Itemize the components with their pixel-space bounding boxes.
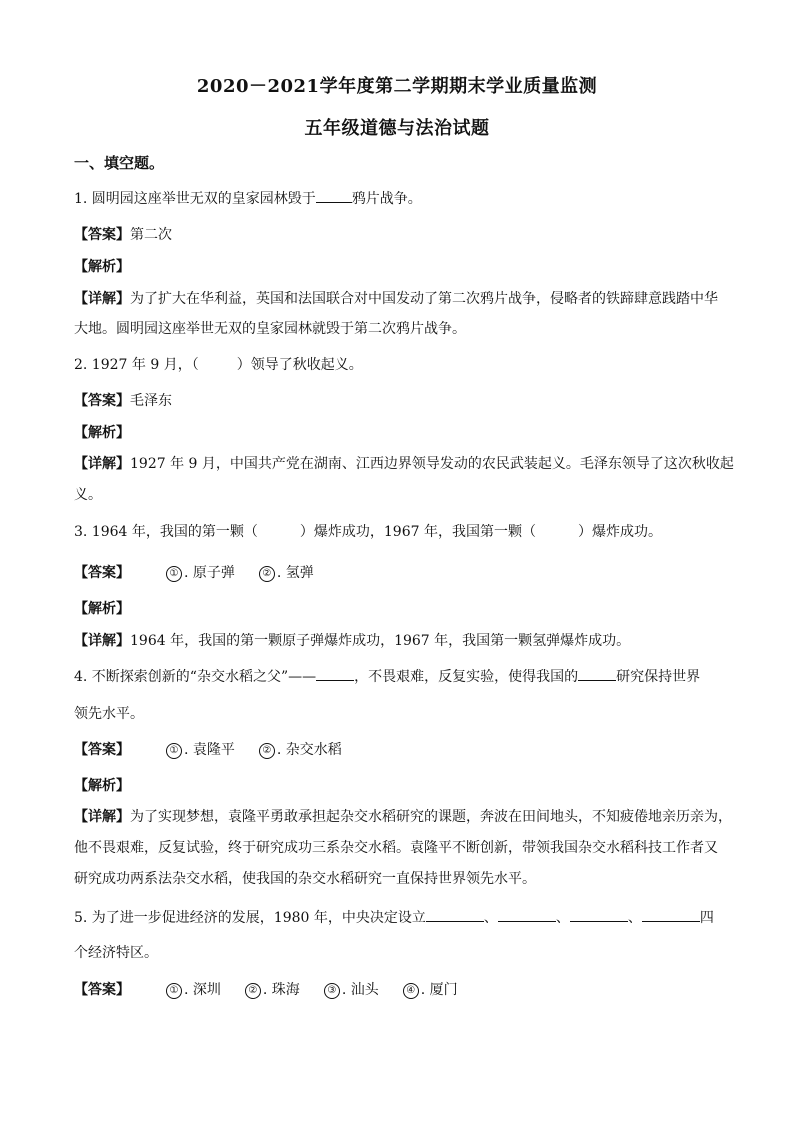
answer-text: . 氢弹: [276, 565, 314, 581]
analysis-label: 【解析】: [74, 778, 130, 794]
answer-text: 第二次: [130, 227, 172, 243]
question-1-detail-1: [74, 288, 718, 308]
question-2-answer: [74, 390, 172, 410]
question-2-detail-2: 义。: [74, 487, 102, 503]
question-1-blank: [316, 188, 352, 203]
question-5-answer: [74, 979, 458, 999]
detail-label: 【详解】: [74, 633, 130, 649]
question-4-text-2: ，不畏艰难，反复实验，使得我国的: [354, 669, 579, 685]
question-4-line-2: 领先水平。: [74, 706, 144, 722]
question-5-tail: 四: [699, 910, 714, 926]
answer-number: ②: [245, 983, 261, 999]
answer-number: ①: [166, 983, 182, 999]
answer-number: ①: [166, 743, 182, 759]
detail-text: 为了扩大在华利益，英国和法国联合对中国发动了第二次鸦片战争，侵略者的铁蹄肆意践踏中华: [130, 291, 718, 307]
question-2-text: 2. 1927 年 9 月，（: [74, 357, 199, 373]
question-5-text: 5. 为了进一步促进经济的发展，1980 年，中央决定设立: [74, 910, 426, 926]
question-2-detail-1: [74, 453, 734, 473]
detail-label: 【详解】: [74, 809, 130, 825]
question-5-blank-2: [498, 907, 556, 922]
answer-label: 【答案】: [74, 565, 130, 581]
question-4-detail-1: [74, 806, 732, 826]
question-5-line-2: 个经济特区。: [74, 945, 158, 961]
answer-label: 【答案】: [74, 982, 130, 998]
question-1-tail: 鸦片战争。: [351, 191, 422, 207]
question-4-detail-3: 研究成功两系法杂交水稻，使我国的杂交水稻研究一直保持世界领先水平。: [74, 871, 536, 887]
question-4-text-1: 4. 不断探索创新的“杂交水稻之父”——: [74, 669, 317, 685]
question-5-blank-4: [642, 907, 700, 922]
question-5-sep: 、: [483, 910, 498, 926]
question-3-text-2: ）爆炸成功，1967 年，我国第一颗（: [299, 524, 536, 540]
answer-number: ②: [259, 743, 275, 759]
answer-text: . 汕头: [341, 982, 379, 998]
answer-number: ②: [259, 566, 275, 582]
analysis-label: 【解析】: [74, 259, 130, 275]
analysis-label: 【解析】: [74, 425, 130, 441]
question-4-detail-2: 他不畏艰难，反复试验，终于研究成功三系杂交水稻。袁隆平不断创新，带领我国杂交水稻科技工作者又: [74, 840, 718, 856]
question-1-detail-2: 大地。圆明园这座举世无双的皇家园林就毁于第二次鸦片战争。: [74, 321, 466, 337]
question-3-text-3: ）爆炸成功。: [577, 524, 662, 540]
question-4-text-3: 研究保持世界: [616, 669, 701, 685]
answer-text: . 厦门: [420, 982, 458, 998]
detail-text: 1964 年，我国的第一颗原子弹爆炸成功，1967 年，我国第一颗氢弹爆炸成功。: [130, 633, 631, 649]
question-3-answer: [74, 562, 314, 582]
section-heading: 一、填空题。: [74, 154, 165, 172]
answer-text: . 杂交水稻: [276, 742, 342, 758]
answer-label: 【答案】: [74, 227, 130, 243]
answer-text: . 原子弹: [184, 565, 235, 581]
page-subtitle: 五年级道德与法治试题: [304, 118, 490, 139]
question-4-blank-2: [578, 666, 616, 681]
question-3: [74, 521, 662, 541]
answer-text: . 珠海: [262, 982, 300, 998]
answer-number: ④: [403, 983, 419, 999]
answer-label: 【答案】: [74, 742, 130, 758]
question-2-tail: ）领导了秋收起义。: [236, 357, 363, 373]
question-3-text-1: 3. 1964 年，我国的第一颗（: [74, 524, 258, 540]
question-5: [74, 907, 714, 927]
detail-label: 【详解】: [74, 291, 130, 307]
question-4: [74, 666, 700, 686]
analysis-label: 【解析】: [74, 601, 130, 617]
question-1: [74, 188, 422, 208]
answer-number: ③: [324, 983, 340, 999]
question-4-blank-1: [316, 666, 354, 681]
detail-label: 【详解】: [74, 456, 130, 472]
detail-text: 为了实现梦想，袁隆平勇敢承担起杂交水稻研究的课题，奔波在田间地头，不知疲倦地亲历亲为，: [130, 809, 732, 825]
detail-text: 1927 年 9 月，中国共产党在湖南、江西边界领导发动的农民武装起义。毛泽东领导了这次秋收起: [130, 456, 734, 472]
answer-text: . 袁隆平: [184, 742, 235, 758]
question-5-blank-1: [426, 907, 484, 922]
question-5-blank-3: [570, 907, 628, 922]
question-3-detail-1: [74, 630, 630, 650]
question-5-sep: 、: [627, 910, 642, 926]
question-5-sep: 、: [555, 910, 570, 926]
answer-text: . 深圳: [184, 982, 221, 998]
answer-label: 【答案】: [74, 393, 130, 409]
question-1-answer: [74, 224, 172, 244]
question-4-answer: [74, 739, 342, 759]
question-2: [74, 354, 363, 374]
question-1-text: 1. 圆明园这座举世无双的皇家园林毁于: [74, 191, 316, 207]
answer-number: ①: [166, 566, 182, 582]
page-title: 2020－2021学年度第二学期期末学业质量监测: [196, 76, 598, 97]
answer-text: 毛泽东: [130, 393, 172, 409]
